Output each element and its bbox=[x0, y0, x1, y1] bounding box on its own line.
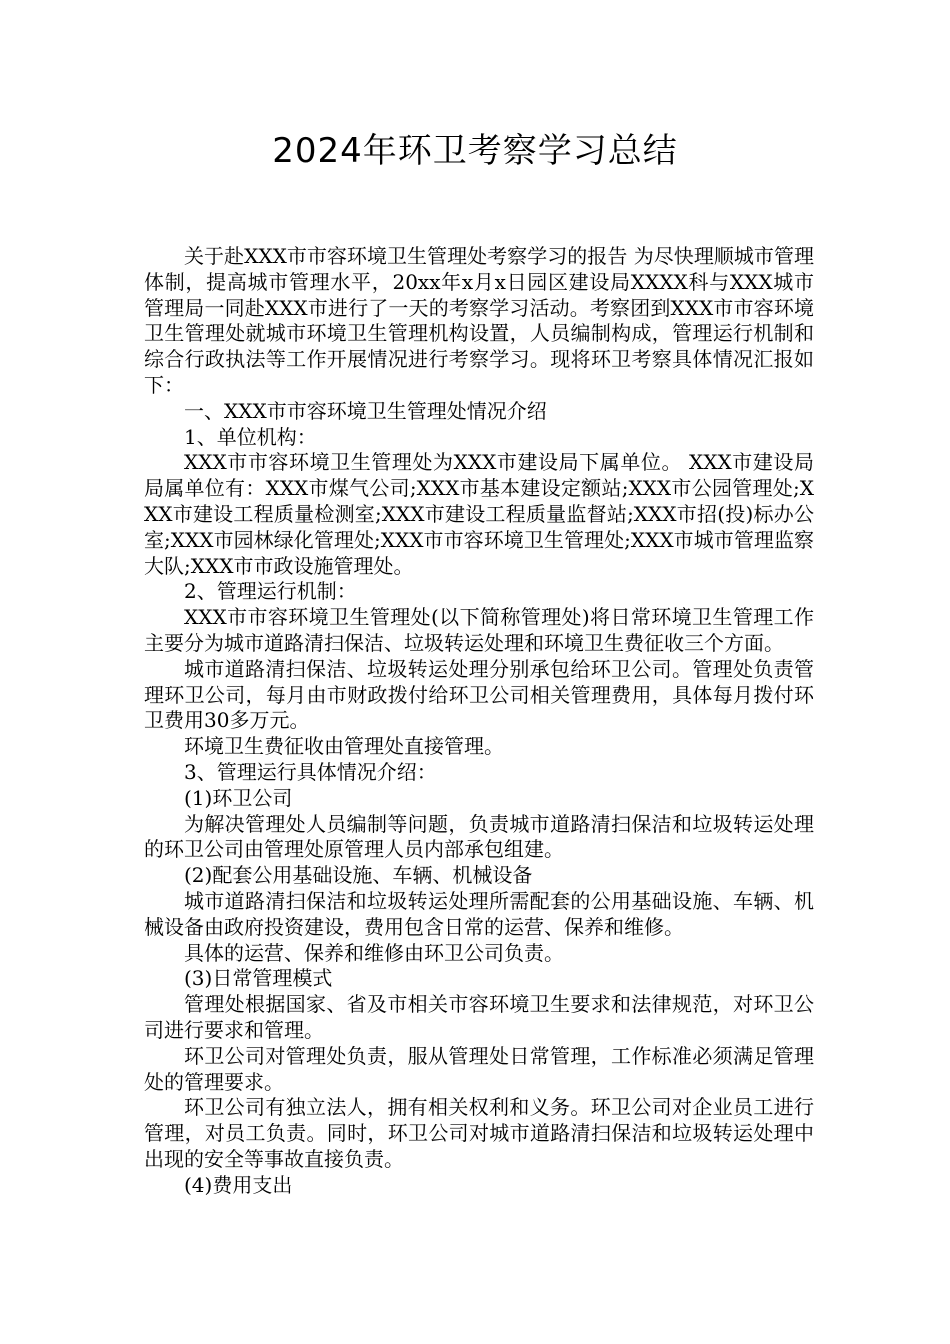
section-heading-1: 一、XXX市市容环境卫生管理处情况介绍 bbox=[184, 398, 547, 423]
paragraph-facilities: 城市道路清扫保洁和垃圾转运处理所需配套的公用基础设施、车辆、机械设备由政府投资建设，费用包含日常的运营、保养和维修。 bbox=[144, 888, 814, 939]
item-heading-facilities: (2)配套公用基础设施、车辆、机械设备 bbox=[184, 863, 533, 888]
item-heading-expenses: (4)费用支出 bbox=[184, 1172, 293, 1197]
paragraph-fee-collection: 环境卫生费征收由管理处直接管理。 bbox=[184, 734, 504, 759]
subsection-heading-details: 3、管理运行具体情况介绍： bbox=[184, 759, 437, 784]
paragraph-company-duty: 环卫公司对管理处负责，服从管理处日常管理，工作标准必须满足管理处的管理要求。 bbox=[144, 1043, 814, 1094]
item-heading-company: (1)环卫公司 bbox=[184, 785, 293, 810]
item-heading-management-mode: (3)日常管理模式 bbox=[184, 966, 333, 991]
document-body bbox=[144, 244, 814, 1198]
paragraph-company: 为解决管理处人员编制等问题，负责城市道路清扫保洁和垃圾转运处理的环卫公司由管理处原管理人员内部承包组建。 bbox=[144, 811, 814, 862]
document-title: 2024年环卫考察学习总结 bbox=[272, 131, 678, 171]
paragraph-intro: 关于赴XXX市市容环境卫生管理处考察学习的报告 为尽快理顺城市管理体制，提高城市管理水平，20xx年x月x日园区建设局XXXX科与XXX城市管理局一同赴XXX市进行了一天的考察学习活动。考察团到XXX市市容环境卫生管理处就城市环境卫生管理机构设置，人员编制构成，管理运行机制和综合行政执法等工作开展情况进行考察学习。现将环卫考察具体情况汇报如下： bbox=[144, 244, 814, 397]
subsection-heading-mechanism: 2、管理运行机制： bbox=[184, 579, 357, 604]
paragraph-mechanism: XXX市市容环境卫生管理处(以下简称管理处)将日常环境卫生管理工作主要分为城市道路清扫保洁、垃圾转运处理和环境卫生费征收三个方面。 bbox=[144, 605, 814, 655]
paragraph-management-mode: 管理处根据国家、省及市相关市容环境卫生要求和法律规范，对环卫公司进行要求和管理。 bbox=[144, 992, 814, 1042]
paragraph-maintenance: 具体的运营、保养和维修由环卫公司负责。 bbox=[184, 940, 564, 965]
paragraph-unit: XXX市市容环境卫生管理处为XXX市建设局下属单位。 XXX市建设局局属单位有：XXX市煤气公司;XXX市基本建设定额站;XXX市公园管理处;XXX市建设工程质量检测室;XXX市建设工程质量监督站;XXX市招(投)标办公室;XXX市园林绿化管理处;XXX市市容环境卫生管理处;XXX市城市管理监察大队;XXX市市政设施管理处。 bbox=[144, 450, 814, 578]
subsection-heading-unit: 1、单位机构： bbox=[184, 424, 317, 449]
paragraph-contracting: 城市道路清扫保洁、垃圾转运处理分别承包给环卫公司。管理处负责管理环卫公司，每月由市财政拨付给环卫公司相关管理费用，具体每月拨付环卫费用30多万元。 bbox=[144, 656, 814, 733]
paragraph-company-legal: 环卫公司有独立法人，拥有相关权利和义务。环卫公司对企业员工进行管理，对员工负责。同时，环卫公司对城市道路清扫保洁和垃圾转运处理中出现的安全等事故直接负责。 bbox=[144, 1095, 814, 1171]
